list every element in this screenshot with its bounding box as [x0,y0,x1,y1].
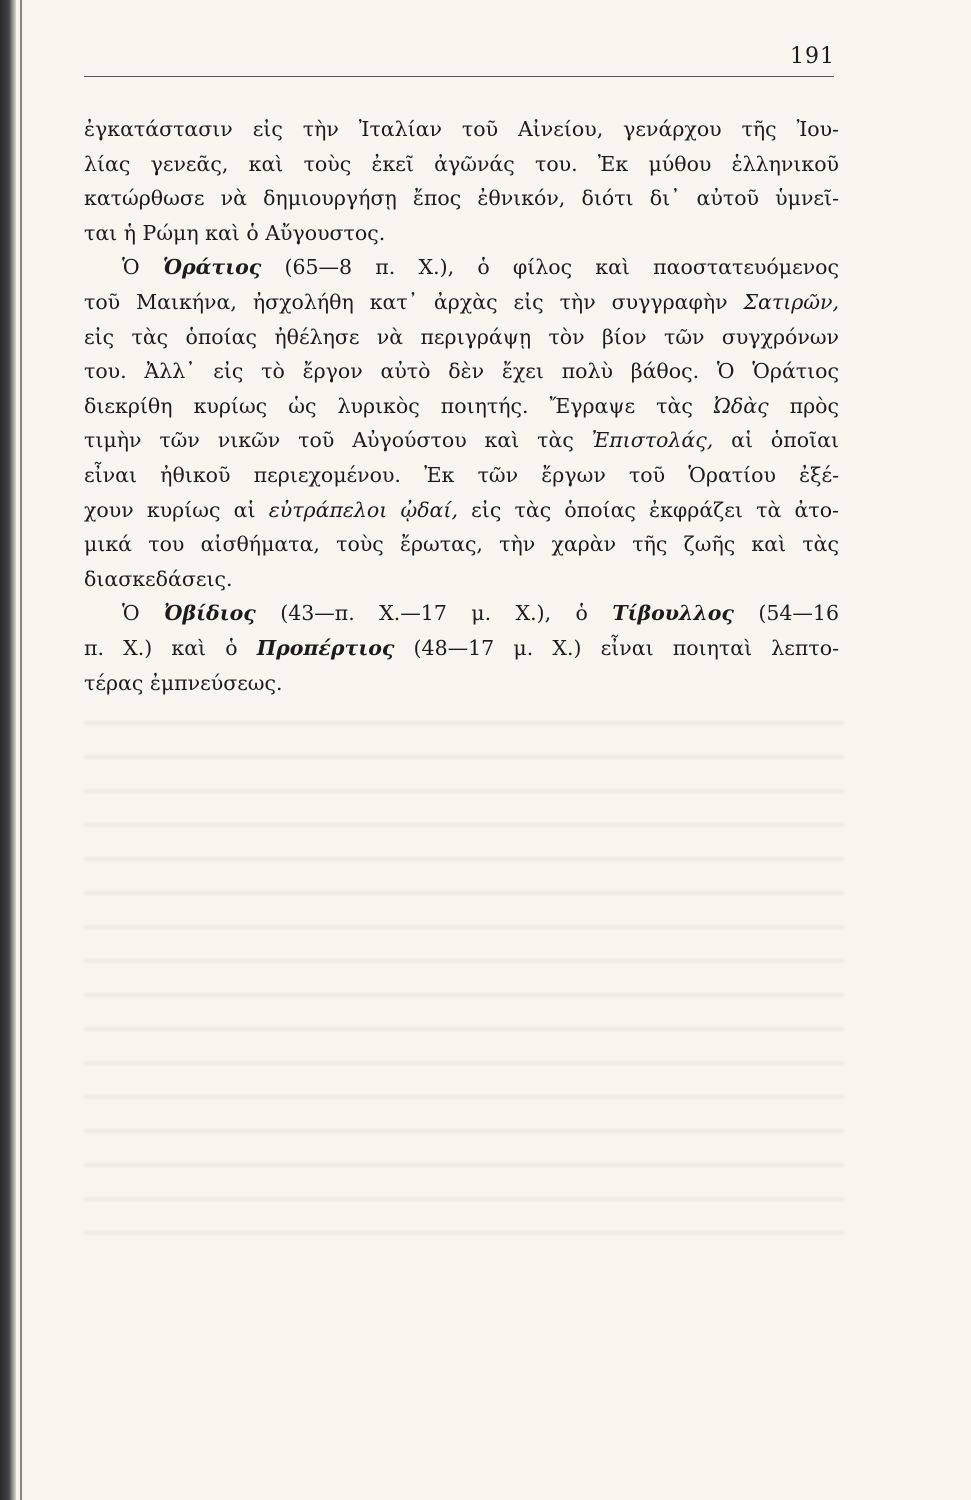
spine-line [20,0,22,1500]
text-fragment: Ὁ [122,601,165,626]
author-name-horace: Ὁράτιος [162,255,262,280]
work-title-light-odes: εὐτράπελοι ᾠδαί, [268,497,458,522]
text-line-content: ἐγκατάστασιν εἰς τὴν Ἰταλίαν τοῦ Αἰνείου, γενάρχου τῆς Ἰου- [84,117,839,141]
author-name-tibullus: Τίβουλλος [612,601,734,626]
text-line-content: λίας γενεᾶς, καὶ τοὺς ἐκεῖ ἀγῶνάς του. Ἐκ μύθου ἑλληνικοῦ [84,151,839,176]
text-fragment: πρὸς [768,393,839,418]
text-line-content: του. Ἀλλ᾽ εἰς τὸ ἔργον αὐτὸ δὲν ἔχει πολὺ βάθος. Ὁ Ὁράτιος [84,359,839,384]
text-line [84,320,839,355]
author-name-propertius: Προπέρτιος [256,635,395,660]
text-fragment: χουν κυρίως αἱ [84,497,269,522]
text-line [84,458,839,493]
text-line-content: εἶναι ἠθικοῦ περιεχομένου. Ἐκ τῶν ἔργων τοῦ Ὁρατίου ἐξέ- [84,462,839,487]
text-line-content: εἰς τὰς ὁποίας ἠθέλησε νὰ περιγράψῃ τὸν βίον τῶν συγχρόνων [84,324,839,349]
text-line-content: τέρας ἐμπνεύσεως. [84,670,283,695]
text-fragment: αἱ ὁποῖαι [713,428,839,453]
text-line [84,666,839,701]
text-line [84,216,839,251]
text-line-content: μικά του αἰσθήματα, τοὺς ἔρωτας, τὴν χαρὰν τῆς ζωῆς καὶ τὰς [84,532,839,557]
text-line [84,562,839,597]
show-through-text [84,700,844,1260]
text-fragment: (54—16 [733,601,839,626]
text-line-content: διασκεδάσεις. [84,566,233,591]
text-fragment: Ὁ [122,255,163,280]
text-line [84,250,839,285]
text-fragment: τιμὴν τῶν νικῶν τοῦ Αὐγούστου καὶ τὰς [84,428,592,453]
work-title-odes: Ὠδὰς [713,393,769,418]
text-line-content: ται ἡ Ρώμη καὶ ὁ Αὔγουστος. [84,220,386,245]
text-line [84,389,839,424]
work-title-satires: Σατιρῶν, [743,289,839,314]
work-title-epistles: Ἐπιστολάς, [591,428,714,453]
text-fragment: (43—π. Χ.—17 μ. Χ.), ὁ [255,601,613,626]
text-fragment: (48—17 μ. Χ.) εἶναι ποιηταὶ λεπτο- [394,635,839,660]
text-line [84,423,839,458]
text-line [84,354,839,389]
body-text [84,112,839,700]
text-fragment: π. Χ.) καὶ ὁ [84,635,257,660]
text-fragment: εἰς τὰς ὁποίας ἐκφράζει τὰ ἀτο- [457,497,839,522]
text-line [84,181,839,216]
text-line [84,596,839,631]
text-line-content: κατώρθωσε νὰ δημιουργήσῃ ἔπος ἐθνικόν, διότι δι᾽ αὐτοῦ ὑμνεῖ- [84,186,839,211]
text-fragment: διεκρίθη κυρίως ὡς λυρικὸς ποιητής. Ἔγραψε τὰς [84,393,714,418]
text-fragment: (65—8 π. Χ.), ὁ φίλος καὶ παοστατευόμενος [261,255,839,280]
text-line [84,527,839,562]
page-number: 191 [790,44,835,69]
text-fragment: τοῦ Μαικήνα, ἠσχολήθη κατ᾽ ἀρχὰς εἰς τὴν συγγραφὴν [84,289,744,314]
book-binding-edge [0,0,16,1500]
text-line [84,285,839,320]
text-line [84,493,839,528]
text-line [84,112,839,147]
author-name-ovid: Ὀβίδιος [164,601,256,626]
header-rule [84,76,834,77]
text-line [84,631,839,666]
text-line [84,147,839,182]
